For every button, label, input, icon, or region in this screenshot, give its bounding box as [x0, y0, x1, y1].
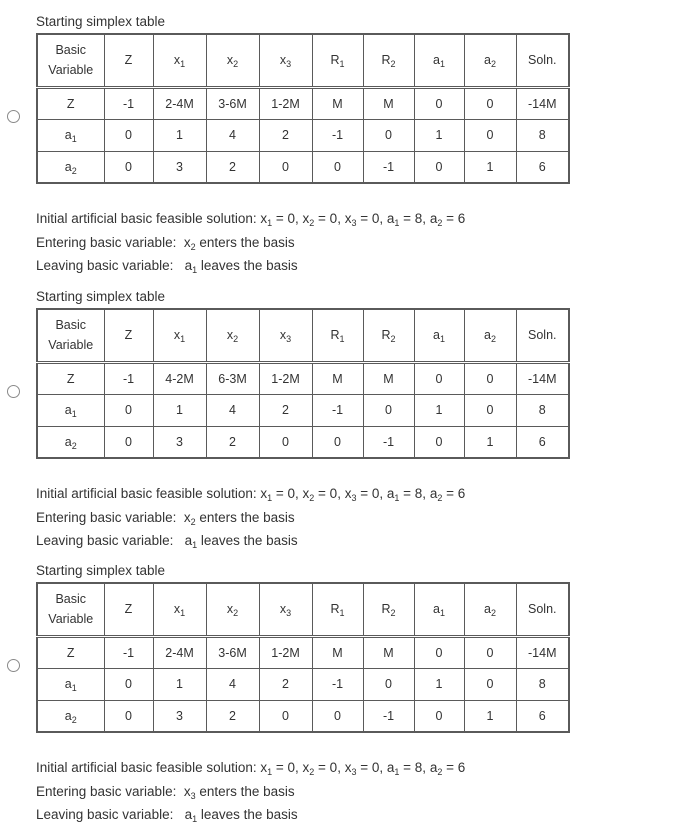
header-cell: $x_3$ [259, 34, 312, 87]
table-cell: -1 [363, 700, 414, 732]
table-cell: 6 [516, 151, 569, 183]
table-cell: 6-3M [206, 362, 259, 394]
table-cell: 2 [259, 668, 312, 700]
table-cell: 1 [153, 119, 206, 151]
table-cell: 0 [414, 362, 464, 394]
leaving-variable-value: $a_1$ leaves the basis [184, 807, 298, 824]
table-cell: 2 [206, 426, 259, 458]
header-cell: Z [104, 309, 153, 362]
table-cell: 4 [206, 668, 259, 700]
leaving-variable-value: $a_1$ leaves the basis [184, 258, 298, 275]
leaving-variable-label: Leaving basic variable: [36, 807, 185, 822]
table-cell: 3 [153, 700, 206, 732]
table-cell: 0 [259, 700, 312, 732]
header-cell: Basic Variable [37, 309, 104, 362]
table-row [37, 119, 569, 151]
table-cell: 0 [312, 151, 363, 183]
table-cell: 1 [464, 426, 516, 458]
option-radio-button-3[interactable] [7, 659, 20, 672]
table-row [37, 394, 569, 426]
table-cell: 4-2M [153, 362, 206, 394]
entering-variable-line [36, 507, 465, 531]
header-cell: $x_1$ [153, 309, 206, 362]
simplex-table [36, 308, 570, 459]
table-row [37, 362, 569, 394]
table-cell: -1 [312, 668, 363, 700]
header-cell: Soln. [516, 34, 569, 87]
header-cell: Z [104, 34, 153, 87]
simplex-table [36, 33, 570, 184]
table-cell: 0 [104, 668, 153, 700]
table-cell: $a_1$ [37, 668, 104, 700]
table-cell: -14M [516, 362, 569, 394]
table-cell: Z [37, 636, 104, 668]
table-cell: 1-2M [259, 636, 312, 668]
table-cell: -14M [516, 87, 569, 119]
table-cell: $a_2$ [37, 700, 104, 732]
table-caption: Starting simplex table [36, 289, 166, 304]
header-cell: Soln. [516, 583, 569, 636]
header-cell: $a_2$ [464, 34, 516, 87]
table-cell: 3 [153, 151, 206, 183]
solution-notes [36, 757, 465, 828]
header-cell: $x_1$ [153, 583, 206, 636]
table-cell: 2-4M [153, 87, 206, 119]
header-cell: $x_2$ [206, 583, 259, 636]
simplex-table [36, 582, 570, 733]
table-cell: 0 [414, 636, 464, 668]
table-cell: 3-6M [206, 87, 259, 119]
leaving-variable-label: Leaving basic variable: [36, 258, 185, 273]
table-cell: 0 [104, 151, 153, 183]
header-cell: $a_1$ [414, 309, 464, 362]
table-row [37, 668, 569, 700]
table-row [37, 636, 569, 668]
table-cell: 0 [104, 700, 153, 732]
table-cell: 0 [464, 636, 516, 668]
leaving-variable-line [36, 530, 465, 554]
solution-notes [36, 208, 465, 279]
table-row [37, 87, 569, 119]
header-cell: Soln. [516, 309, 569, 362]
table-cell: -1 [363, 151, 414, 183]
table-cell: 1 [414, 394, 464, 426]
table-cell: -1 [312, 394, 363, 426]
table-cell: 1 [414, 119, 464, 151]
table-cell: 0 [464, 119, 516, 151]
header-cell: $x_2$ [206, 309, 259, 362]
header-cell: $R_1$ [312, 309, 363, 362]
table-row [37, 426, 569, 458]
table-cell: $a_1$ [37, 394, 104, 426]
table-header-row [37, 583, 569, 636]
table-cell: 0 [464, 362, 516, 394]
table-cell: 4 [206, 119, 259, 151]
table-cell: -1 [104, 87, 153, 119]
header-cell: Basic Variable [37, 34, 104, 87]
table-cell: 2 [206, 151, 259, 183]
header-cell: $x_1$ [153, 34, 206, 87]
table-cell: -1 [363, 426, 414, 458]
table-cell: 0 [363, 394, 414, 426]
table-cell: M [312, 636, 363, 668]
table-cell: 0 [464, 668, 516, 700]
initial-solution-text: Initial artificial basic feasible solution: $x_1 = 0$, $x_2 = 0$, $x_3 = 0$, $a_1 = 8$, $a_2 = 6$ [36, 211, 466, 228]
table-cell: 2 [206, 700, 259, 732]
header-cell: $x_3$ [259, 309, 312, 362]
initial-solution-text: Initial artificial basic feasible solution: $x_1 = 0$, $x_2 = 0$, $x_3 = 0$, $a_1 = 8$, $a_2 = 6$ [36, 486, 466, 503]
table-cell: 0 [259, 426, 312, 458]
table-cell: 0 [104, 394, 153, 426]
header-cell: $x_3$ [259, 583, 312, 636]
table-cell: $a_1$ [37, 119, 104, 151]
table-cell: 0 [363, 668, 414, 700]
entering-variable-value: $x_2$ enters the basis [183, 234, 295, 252]
table-cell: 0 [414, 426, 464, 458]
table-cell: -1 [104, 362, 153, 394]
entering-variable-label: Entering basic variable: [36, 783, 184, 799]
leaving-variable-line [36, 804, 465, 828]
table-cell: $a_2$ [37, 426, 104, 458]
header-cell: $R_2$ [363, 583, 414, 636]
entering-variable-value: $x_2$ enters the basis [183, 509, 295, 527]
header-cell: $R_1$ [312, 583, 363, 636]
table-cell: 0 [312, 700, 363, 732]
table-cell: M [363, 87, 414, 119]
header-cell: Basic Variable [37, 583, 104, 636]
table-cell: 0 [414, 700, 464, 732]
table-header-row [37, 34, 569, 87]
header-cell: $a_2$ [464, 583, 516, 636]
table-cell: $a_2$ [37, 151, 104, 183]
header-cell: $R_2$ [363, 34, 414, 87]
table-cell: 1-2M [259, 87, 312, 119]
table-header-row [37, 309, 569, 362]
table-cell: 0 [259, 151, 312, 183]
table-cell: 8 [516, 119, 569, 151]
option-radio-button-2[interactable] [7, 385, 20, 398]
entering-variable-line [36, 232, 465, 256]
table-cell: 3-6M [206, 636, 259, 668]
table-cell: 4 [206, 394, 259, 426]
leaving-variable-value: $a_1$ leaves the basis [184, 533, 298, 550]
table-cell: 1-2M [259, 362, 312, 394]
table-cell: 0 [414, 151, 464, 183]
header-cell: Z [104, 583, 153, 636]
table-cell: 1 [153, 394, 206, 426]
entering-variable-value: $x_3$ enters the basis [183, 783, 295, 801]
header-cell: $a_1$ [414, 34, 464, 87]
table-cell: 3 [153, 426, 206, 458]
table-cell: 2-4M [153, 636, 206, 668]
entering-variable-label: Entering basic variable: [36, 234, 184, 250]
table-cell: 1 [414, 668, 464, 700]
table-cell: M [312, 87, 363, 119]
option-radio-button-1[interactable] [7, 110, 20, 123]
header-cell: $a_1$ [414, 583, 464, 636]
table-cell: M [363, 362, 414, 394]
table-cell: 0 [464, 87, 516, 119]
table-caption: Starting simplex table [36, 14, 166, 29]
table-cell: M [363, 636, 414, 668]
table-row [37, 700, 569, 732]
header-cell: $R_2$ [363, 309, 414, 362]
table-cell: 8 [516, 394, 569, 426]
leaving-variable-label: Leaving basic variable: [36, 533, 185, 548]
header-cell: $a_2$ [464, 309, 516, 362]
table-cell: -14M [516, 636, 569, 668]
entering-variable-label: Entering basic variable: [36, 509, 184, 525]
table-cell: 0 [414, 87, 464, 119]
header-cell: $R_1$ [312, 34, 363, 87]
table-cell: M [312, 362, 363, 394]
header-cell: $x_2$ [206, 34, 259, 87]
table-cell: 2 [259, 394, 312, 426]
entering-variable-line [36, 781, 465, 805]
table-cell: 6 [516, 426, 569, 458]
table-cell: 1 [464, 151, 516, 183]
table-cell: Z [37, 362, 104, 394]
table-cell: 2 [259, 119, 312, 151]
leaving-variable-line [36, 255, 465, 279]
table-cell: 6 [516, 700, 569, 732]
table-cell: 0 [104, 119, 153, 151]
table-cell: 0 [312, 426, 363, 458]
initial-solution-text: Initial artificial basic feasible solution: $x_1 = 0$, $x_2 = 0$, $x_3 = 0$, $a_1 = 8$, $a_2 = 6$ [36, 760, 466, 777]
table-cell: -1 [312, 119, 363, 151]
table-cell: 1 [153, 668, 206, 700]
table-cell: 0 [363, 119, 414, 151]
table-row [37, 151, 569, 183]
table-caption: Starting simplex table [36, 563, 166, 578]
table-cell: 0 [104, 426, 153, 458]
table-cell: 1 [464, 700, 516, 732]
solution-notes [36, 483, 465, 554]
table-cell: Z [37, 87, 104, 119]
table-cell: 0 [464, 394, 516, 426]
table-cell: -1 [104, 636, 153, 668]
table-cell: 8 [516, 668, 569, 700]
